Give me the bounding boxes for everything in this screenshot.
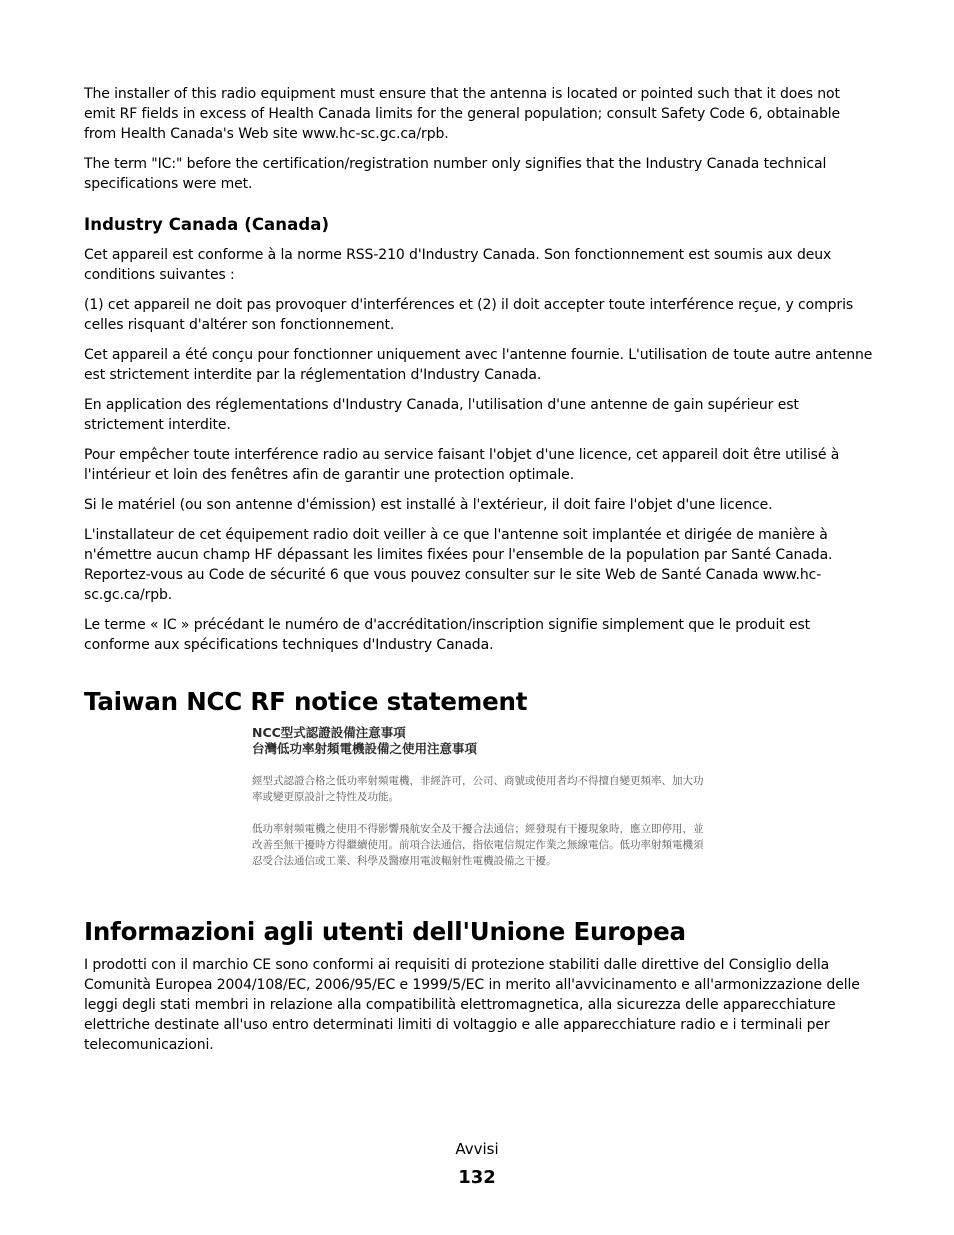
heading-taiwan-ncc: Taiwan NCC RF notice statement bbox=[84, 687, 528, 716]
ncc-title-line-2: 台灣低功率射頻電機設備之使用注意事項 bbox=[252, 741, 478, 756]
paragraph-ic-fr-8: Le terme « IC » précédant le numéro de d'accréditation/inscription signifie simplement que le produit est conforme aux spécifications techniques d'Industry Canada. bbox=[84, 617, 811, 653]
paragraph-ic-fr-5: Pour empêcher toute interférence radio au service faisant l'objet d'une licence, cet appareil doit être utilisé à l'intérieur et loin des fenêtres afin de garantir une protection optimale. bbox=[84, 447, 840, 483]
ncc-paragraph-1: 經型式認證合格之低功率射頻電機，非經許可，公司、商號或使用者均不得擅自變更頻率、加大功率或變更原設計之特性及功能。 bbox=[252, 775, 704, 803]
ncc-paragraph-2: 低功率射頻電機之使用不得影響飛航安全及干擾合法通信；經發現有干擾現象時，應立即停用，並改善至無干擾時方得繼續使用。前項合法通信，指依電信規定作業之無線電信。低功率射頻電機須忍受合法通信或工業、科學及醫療用電波輻射性電機設備之干擾。 bbox=[252, 823, 704, 867]
paragraph-ic-term: The term "IC:" before the certification/registration number only signifies that the Industry Canada technical specifications were met. bbox=[84, 156, 827, 192]
heading-eu-users: Informazioni agli utenti dell'Unione Europea bbox=[84, 917, 686, 946]
paragraph-ic-fr-2: (1) cet appareil ne doit pas provoquer d'interférences et (2) il doit accepter toute interférence reçue, y compris celles risquant d'altérer son fonctionnement. bbox=[84, 297, 854, 333]
paragraph-ic-fr-1: Cet appareil est conforme à la norme RSS-210 d'Industry Canada. Son fonctionnement est soumis aux deux conditions suivantes : bbox=[84, 247, 832, 283]
page-content bbox=[84, 84, 874, 1065]
ncc-title-line-1: NCC型式認證設備注意事項 bbox=[252, 725, 406, 740]
paragraph-eu-ce: I prodotti con il marchio CE sono conformi ai requisiti di protezione stabiliti dalle direttive del Consiglio della Comunità Europea 2004/108/EC, 2006/95/EC e 1999/5/EC in merito all'avvicinamento e all'armonizzazione delle leggi degli stati membri in relazione alla compatibilità elettromagnetica, alla sicurezza delle apparecchiature elettriche destinate all'uso entro determinati limiti di voltaggio e alle apparecchiature radio e i terminali per telecomunicazioni. bbox=[84, 957, 860, 1053]
page-number: 132 bbox=[458, 1167, 496, 1188]
paragraph-ic-fr-3: Cet appareil a été conçu pour fonctionner uniquement avec l'antenne fournie. L'utilisation de toute autre antenne est strictement interdite par la réglementation d'Industry Canada. bbox=[84, 347, 873, 383]
taiwan-ncc-notice-image bbox=[252, 725, 712, 885]
footer-section-label: Avvisi bbox=[455, 1140, 499, 1158]
paragraph-ic-fr-6: Si le matériel (ou son antenne d'émission) est installé à l'extérieur, il doit faire l'objet d'une licence. bbox=[84, 497, 773, 513]
heading-industry-canada: Industry Canada (Canada) bbox=[84, 215, 330, 234]
paragraph-installer-rf: The installer of this radio equipment must ensure that the antenna is located or pointed such that it does not emit RF fields in excess of Health Canada limits for the general population; consult Safety Code 6, obtainable from Health Canada's Web site www.hc-sc.gc.ca/rpb. bbox=[84, 86, 841, 142]
paragraph-ic-fr-7: L'installateur de cet équipement radio doit veiller à ce que l'antenne soit implantée et dirigée de manière à n'émettre aucun champ HF dépassant les limites fixées pour l'ensemble de la population par Santé Canada. Reportez-vous au Code de sécurité 6 que vous pouvez consulter sur le site Web de Santé Canada www.hc-sc.gc.ca/rpb. bbox=[84, 527, 833, 603]
paragraph-ic-fr-4: En application des réglementations d'Industry Canada, l'utilisation d'une antenne de gain supérieur est strictement interdite. bbox=[84, 397, 799, 433]
